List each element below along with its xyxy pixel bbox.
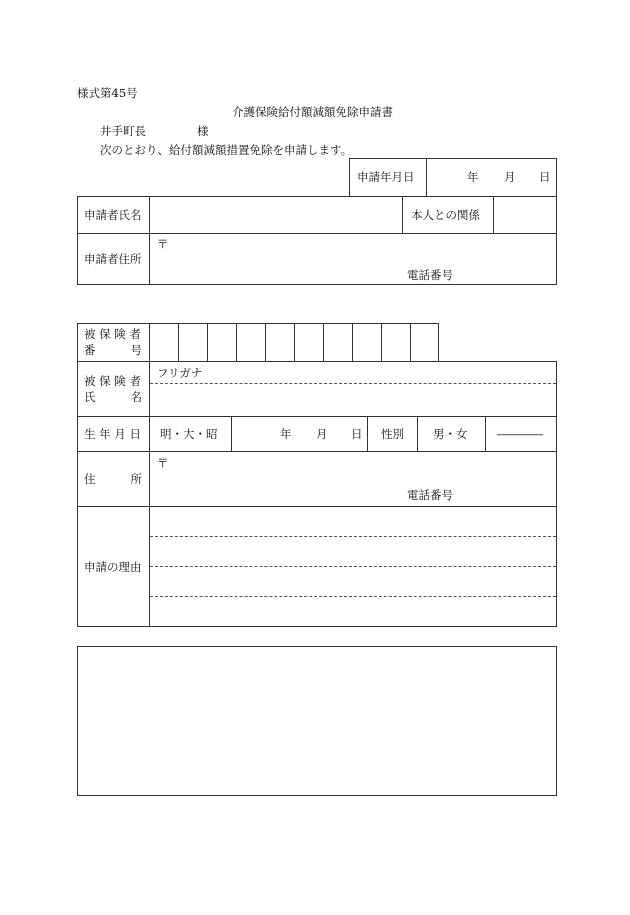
recipient-honorific: 様: [197, 124, 209, 138]
insured-name-field[interactable]: [150, 385, 556, 415]
application-date-label: 申請年月日: [357, 170, 415, 184]
recipient: 井手町長: [100, 124, 146, 138]
insured-number-label: 被 保 険 者: [84, 327, 141, 341]
applicant-phone-label: 電話番号: [407, 268, 453, 282]
reason-label: 申請の理由: [84, 560, 142, 574]
insured-number-label-line2: 番 号: [84, 343, 142, 357]
birth-day-label: 日: [351, 427, 363, 441]
birth-date-label: 生 年 月 日: [84, 427, 141, 441]
insured-name-label: 被 保 険 者: [84, 374, 141, 388]
insured-phone-label: 電話番号: [407, 488, 453, 502]
furigana-label: フリガナ: [157, 366, 203, 380]
insured-address-field[interactable]: [170, 455, 550, 485]
birth-month-label: 月: [316, 427, 328, 441]
insured-address-label: 住 所: [84, 472, 142, 486]
application-year-label: 年: [467, 170, 479, 184]
reason-field[interactable]: [150, 507, 556, 626]
insured-name-label-line2: 氏 名: [84, 390, 142, 404]
applicant-address-field[interactable]: [170, 236, 550, 266]
sex-label: 性別: [381, 427, 404, 441]
era-options[interactable]: 明・大・昭: [160, 427, 218, 441]
sex-options[interactable]: 男・女: [433, 427, 468, 441]
relation-field[interactable]: [494, 197, 556, 233]
intro-text: 次のとおり、給付額減額措置免除を申請します。: [100, 143, 353, 157]
relation-label: 本人との関係: [411, 208, 480, 222]
application-date-field[interactable]: [426, 158, 557, 197]
dash-placeholder: ――――: [497, 427, 543, 441]
application-day-label: 日: [539, 170, 551, 184]
form-number: 様式第45号: [77, 86, 138, 100]
applicant-name-field[interactable]: [150, 197, 402, 233]
application-month-label: 月: [504, 170, 516, 184]
applicant-address-label: 申請者住所: [84, 252, 142, 266]
applicant-postal-mark: 〒: [157, 237, 169, 251]
insured-number-digit-fields[interactable]: [150, 324, 438, 361]
insured-postal-mark: 〒: [157, 456, 169, 470]
birth-year-label: 年: [280, 427, 292, 441]
applicant-name-label: 申請者氏名: [84, 208, 142, 222]
remarks-box[interactable]: [77, 646, 557, 796]
form-title: 介護保険給付額減額免除申請書: [232, 105, 393, 119]
